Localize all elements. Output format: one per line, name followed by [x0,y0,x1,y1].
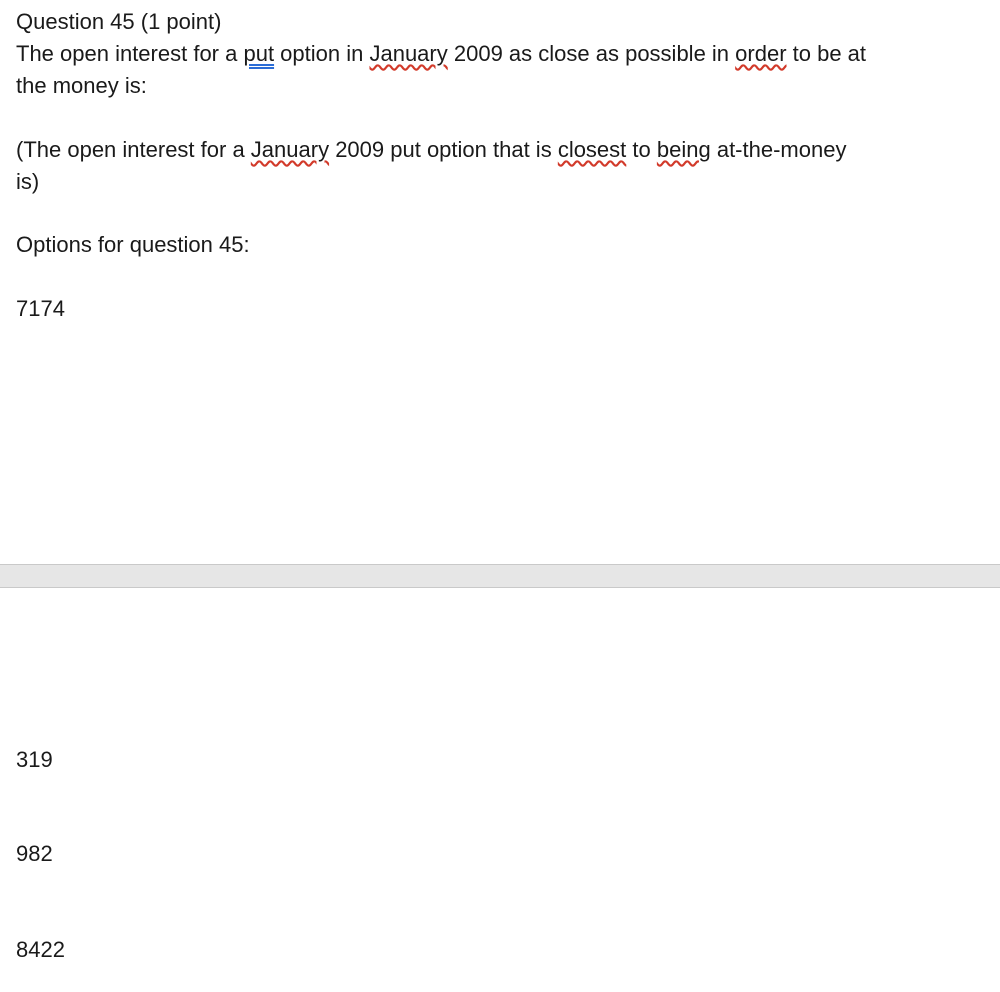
prompt-text-4: to be at [786,41,867,66]
spelling-flag-january[interactable]: January [369,41,448,66]
prompt-text-2: option in [274,41,370,66]
clarification-line-2: is) [16,169,40,194]
question-prompt-line-1 [16,38,866,70]
clarify-text-2: 2009 put option that is [329,137,558,162]
prompt-text-1: The open interest for a [16,41,244,66]
clarification-line-1 [16,134,846,166]
clarify-text-4: at-the-money [710,137,847,162]
clarify-text-1: (The open interest for a [16,137,251,162]
option-item-1[interactable]: 7174 [16,296,65,321]
spelling-flag-order[interactable]: order [735,41,787,66]
option-item-4[interactable]: 8422 [16,937,65,962]
option-item-3[interactable]: 982 [16,841,53,866]
prompt-text-3: 2009 as close as possible in [447,41,736,66]
option-item-2[interactable]: 319 [16,747,53,772]
grammar-flag-put[interactable]: put [243,41,275,66]
spelling-flag-january-2[interactable]: January [250,137,330,162]
clarify-text-3: to [626,137,657,162]
spelling-flag-being[interactable]: being [656,137,711,162]
options-label: Options for question 45: [16,232,250,257]
question-header: Question 45 (1 point) [16,9,222,34]
question-prompt-line-2: the money is: [16,73,147,98]
spelling-flag-closest[interactable]: closest [557,137,627,162]
page-divider [0,564,1000,588]
